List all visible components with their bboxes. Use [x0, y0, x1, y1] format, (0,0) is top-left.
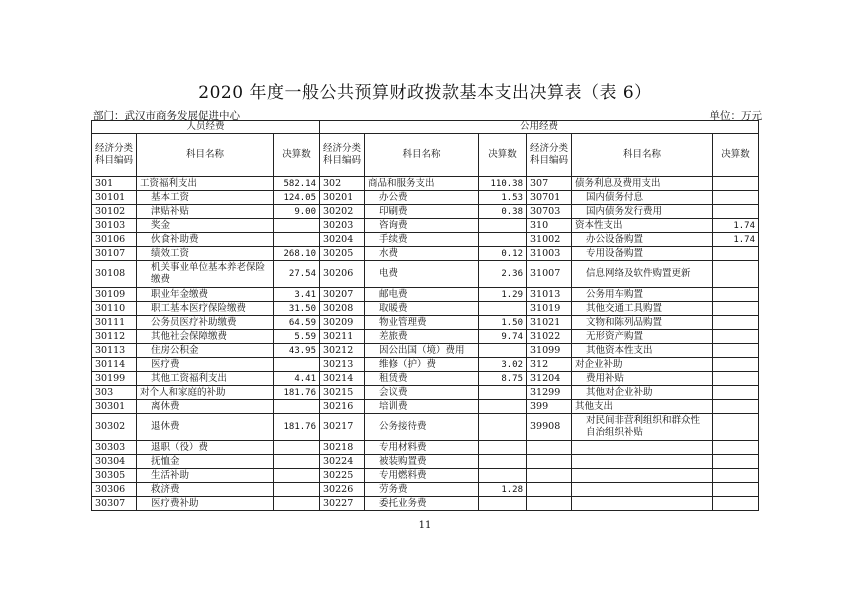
code-cell: 30202: [320, 205, 365, 219]
amount-cell: [713, 386, 759, 400]
name-cell: 对民间非营利组织和群众性自治组织补贴: [572, 414, 713, 441]
code-cell: 30103: [92, 219, 137, 233]
table-row: [92, 302, 759, 316]
amount-cell: [479, 400, 527, 414]
code-cell: 31021: [527, 316, 572, 330]
name-cell: 医疗费: [137, 358, 274, 372]
amount-cell: [713, 205, 759, 219]
code-cell: [527, 441, 572, 455]
code-cell: 30217: [320, 414, 365, 441]
code-cell: 30203: [320, 219, 365, 233]
amount-cell: [713, 247, 759, 261]
amount-cell: [479, 219, 527, 233]
name-cell: 退职（役）费: [137, 441, 274, 455]
code-cell: 30102: [92, 205, 137, 219]
table-row: [92, 288, 759, 302]
name-cell: 差旅费: [365, 330, 479, 344]
amount-cell: [274, 358, 320, 372]
name-cell: 其他工资福利支出: [137, 372, 274, 386]
amount-cell: [274, 441, 320, 455]
name-cell: 办公设备购置: [572, 233, 713, 247]
table-row: [92, 316, 759, 330]
amount-cell: [479, 233, 527, 247]
code-cell: 399: [527, 400, 572, 414]
name-cell: [572, 469, 713, 483]
amount-cell: 0.12: [479, 247, 527, 261]
name-cell: 住房公积金: [137, 344, 274, 358]
code-cell: 30106: [92, 233, 137, 247]
table-row: [92, 497, 759, 511]
name-cell: 国内债务付息: [572, 191, 713, 205]
name-cell: 委托业务费: [365, 497, 479, 511]
table-row: [92, 261, 759, 288]
name-cell: 生活补助: [137, 469, 274, 483]
unit-label: 单位：万元: [709, 110, 762, 122]
code-cell: 30703: [527, 205, 572, 219]
amount-cell: [713, 497, 759, 511]
name-cell: 取暖费: [365, 302, 479, 316]
name-cell: 救济费: [137, 483, 274, 497]
code-cell: 30214: [320, 372, 365, 386]
name-cell: 债务利息及费用支出: [572, 177, 713, 191]
code-cell: 31299: [527, 386, 572, 400]
name-header: 科目名称: [572, 134, 713, 177]
name-cell: 职业年金缴费: [137, 288, 274, 302]
name-cell: 国内债务发行费用: [572, 205, 713, 219]
amount-cell: 124.05: [274, 191, 320, 205]
name-cell: 其他支出: [572, 400, 713, 414]
name-cell: 维修（护）费: [365, 358, 479, 372]
personnel-group-header: 人员经费: [92, 121, 320, 134]
code-cell: 30204: [320, 233, 365, 247]
amount-cell: 181.76: [274, 386, 320, 400]
name-cell: 工资福利支出: [137, 177, 274, 191]
amount-cell: 27.54: [274, 261, 320, 288]
amount-cell: [274, 455, 320, 469]
name-cell: 对个人和家庭的补助: [137, 386, 274, 400]
table-row: [92, 483, 759, 497]
name-cell: 奖金: [137, 219, 274, 233]
code-cell: 39908: [527, 414, 572, 441]
amount-cell: 31.50: [274, 302, 320, 316]
amount-cell: 64.59: [274, 316, 320, 330]
amount-header: 决算数: [479, 134, 527, 177]
amount-cell: [713, 455, 759, 469]
code-cell: [527, 455, 572, 469]
amount-cell: [479, 344, 527, 358]
code-cell: 30209: [320, 316, 365, 330]
name-cell: 机关事业单位基本养老保险缴费: [137, 261, 274, 288]
code-cell: 31204: [527, 372, 572, 386]
code-cell: 30201: [320, 191, 365, 205]
code-cell: 31022: [527, 330, 572, 344]
code-cell: 31003: [527, 247, 572, 261]
name-cell: 信息网络及软件购置更新: [572, 261, 713, 288]
code-cell: 30302: [92, 414, 137, 441]
amount-cell: [479, 497, 527, 511]
amount-cell: [713, 191, 759, 205]
code-cell: 303: [92, 386, 137, 400]
amount-cell: [479, 441, 527, 455]
code-cell: 30216: [320, 400, 365, 414]
name-cell: [572, 455, 713, 469]
table-row: [92, 233, 759, 247]
code-cell: 310: [527, 219, 572, 233]
amount-cell: 1.53: [479, 191, 527, 205]
code-cell: 30224: [320, 455, 365, 469]
name-cell: 专用设备购置: [572, 247, 713, 261]
code-cell: 307: [527, 177, 572, 191]
code-cell: [527, 497, 572, 511]
code-cell: 30304: [92, 455, 137, 469]
amount-cell: [713, 483, 759, 497]
amount-cell: [713, 400, 759, 414]
code-cell: 30109: [92, 288, 137, 302]
name-cell: [572, 441, 713, 455]
table-row: [92, 441, 759, 455]
code-cell: 31099: [527, 344, 572, 358]
code-cell: 30215: [320, 386, 365, 400]
name-cell: 文物和陈列品购置: [572, 316, 713, 330]
name-cell: 会议费: [365, 386, 479, 400]
name-cell: 对企业补助: [572, 358, 713, 372]
amount-cell: [479, 386, 527, 400]
code-cell: 30303: [92, 441, 137, 455]
name-cell: 其他社会保障缴费: [137, 330, 274, 344]
amount-cell: [713, 344, 759, 358]
table-row: [92, 358, 759, 372]
code-cell: 30701: [527, 191, 572, 205]
code-cell: 30307: [92, 497, 137, 511]
name-cell: 费用补贴: [572, 372, 713, 386]
code-cell: 302: [320, 177, 365, 191]
amount-cell: [713, 358, 759, 372]
amount-cell: 1.29: [479, 288, 527, 302]
amount-cell: 110.38: [479, 177, 527, 191]
name-cell: 职工基本医疗保险缴费: [137, 302, 274, 316]
code-cell: 30212: [320, 344, 365, 358]
code-cell: 30207: [320, 288, 365, 302]
table-row: [92, 219, 759, 233]
code-cell: 30108: [92, 261, 137, 288]
amount-cell: 3.02: [479, 358, 527, 372]
code-cell: 301: [92, 177, 137, 191]
code-cell: [527, 469, 572, 483]
amount-header: 决算数: [713, 134, 759, 177]
code-cell: 30113: [92, 344, 137, 358]
amount-cell: [713, 288, 759, 302]
code-cell: 30225: [320, 469, 365, 483]
table-row: [92, 414, 759, 441]
code-header: 经济分类科目编码: [92, 134, 137, 177]
amount-cell: 9.00: [274, 205, 320, 219]
name-cell: 公务用车购置: [572, 288, 713, 302]
name-cell: 其他资本性支出: [572, 344, 713, 358]
code-cell: 30305: [92, 469, 137, 483]
table-row: [92, 330, 759, 344]
name-cell: 培训费: [365, 400, 479, 414]
name-cell: 其他对企业补助: [572, 386, 713, 400]
name-cell: 公务员医疗补助缴费: [137, 316, 274, 330]
name-cell: 津贴补贴: [137, 205, 274, 219]
amount-cell: [713, 261, 759, 288]
amount-cell: 2.36: [479, 261, 527, 288]
amount-cell: 181.76: [274, 414, 320, 441]
code-header: 经济分类科目编码: [320, 134, 365, 177]
name-cell: 公务接待费: [365, 414, 479, 441]
code-cell: 31013: [527, 288, 572, 302]
amount-cell: [274, 233, 320, 247]
code-cell: 30301: [92, 400, 137, 414]
amount-cell: 1.50: [479, 316, 527, 330]
name-cell: 离休费: [137, 400, 274, 414]
expenditure-table: [91, 120, 759, 511]
name-cell: 其他交通工具购置: [572, 302, 713, 316]
amount-cell: [274, 219, 320, 233]
name-cell: 专用材料费: [365, 441, 479, 455]
code-cell: 30205: [320, 247, 365, 261]
name-cell: 抚恤金: [137, 455, 274, 469]
table-row: [92, 400, 759, 414]
amount-cell: 3.41: [274, 288, 320, 302]
amount-cell: [274, 469, 320, 483]
name-cell: 基本工资: [137, 191, 274, 205]
code-cell: 30208: [320, 302, 365, 316]
table-row: [92, 455, 759, 469]
code-cell: 30211: [320, 330, 365, 344]
code-cell: 30199: [92, 372, 137, 386]
table-row: [92, 177, 759, 191]
name-cell: 退休费: [137, 414, 274, 441]
amount-cell: 1.28: [479, 483, 527, 497]
table-row: [92, 191, 759, 205]
code-cell: 31002: [527, 233, 572, 247]
amount-cell: 1.74: [713, 219, 759, 233]
name-cell: 伙食补助费: [137, 233, 274, 247]
name-cell: 物业管理费: [365, 316, 479, 330]
code-header: 经济分类科目编码: [527, 134, 572, 177]
amount-cell: [274, 483, 320, 497]
code-cell: 312: [527, 358, 572, 372]
name-cell: 劳务费: [365, 483, 479, 497]
table-row: [92, 344, 759, 358]
name-header: 科目名称: [365, 134, 479, 177]
amount-cell: [479, 414, 527, 441]
name-cell: 专用燃料费: [365, 469, 479, 483]
name-cell: 手续费: [365, 233, 479, 247]
name-cell: 水费: [365, 247, 479, 261]
code-cell: [527, 483, 572, 497]
amount-cell: 43.95: [274, 344, 320, 358]
name-cell: 办公费: [365, 191, 479, 205]
table-row: [92, 205, 759, 219]
amount-cell: 582.14: [274, 177, 320, 191]
table-row: [92, 469, 759, 483]
name-cell: 被装购置费: [365, 455, 479, 469]
amount-cell: 1.74: [713, 233, 759, 247]
name-cell: 租赁费: [365, 372, 479, 386]
code-cell: 30213: [320, 358, 365, 372]
department-label: 部门：武汉市商务发展促进中心: [93, 110, 240, 122]
amount-cell: 8.75: [479, 372, 527, 386]
amount-cell: 268.10: [274, 247, 320, 261]
name-cell: 医疗费补助: [137, 497, 274, 511]
amount-cell: [713, 469, 759, 483]
code-cell: 30227: [320, 497, 365, 511]
public-group-header: 公用经费: [320, 121, 759, 134]
code-cell: 31007: [527, 261, 572, 288]
name-cell: 电费: [365, 261, 479, 288]
code-cell: 30110: [92, 302, 137, 316]
code-cell: 30306: [92, 483, 137, 497]
name-cell: 商品和服务支出: [365, 177, 479, 191]
name-cell: [572, 483, 713, 497]
amount-cell: [713, 177, 759, 191]
name-cell: 因公出国（境）费用: [365, 344, 479, 358]
name-cell: 资本性支出: [572, 219, 713, 233]
amount-cell: [479, 469, 527, 483]
amount-cell: [713, 441, 759, 455]
amount-cell: [713, 302, 759, 316]
table-row: [92, 386, 759, 400]
amount-cell: [274, 497, 320, 511]
table-row: [92, 247, 759, 261]
name-cell: [572, 497, 713, 511]
code-cell: 30226: [320, 483, 365, 497]
name-header: 科目名称: [137, 134, 274, 177]
table-title: 2020 年度一般公共预算财政拨款基本支出决算表（表 6）: [198, 83, 652, 103]
code-cell: 30107: [92, 247, 137, 261]
amount-cell: [479, 302, 527, 316]
name-cell: 无形资产购置: [572, 330, 713, 344]
amount-cell: [713, 316, 759, 330]
code-cell: 30111: [92, 316, 137, 330]
amount-cell: 5.59: [274, 330, 320, 344]
table-row: [92, 372, 759, 386]
code-cell: 30206: [320, 261, 365, 288]
code-cell: 30101: [92, 191, 137, 205]
amount-header: 决算数: [274, 134, 320, 177]
amount-cell: [713, 372, 759, 386]
amount-cell: [274, 400, 320, 414]
amount-cell: [713, 330, 759, 344]
name-cell: 咨询费: [365, 219, 479, 233]
code-cell: 30114: [92, 358, 137, 372]
code-cell: 30218: [320, 441, 365, 455]
name-cell: 绩效工资: [137, 247, 274, 261]
amount-cell: [479, 455, 527, 469]
amount-cell: [713, 414, 759, 441]
amount-cell: 4.41: [274, 372, 320, 386]
code-cell: 31019: [527, 302, 572, 316]
page-number: 11: [418, 520, 432, 531]
amount-cell: 9.74: [479, 330, 527, 344]
name-cell: 邮电费: [365, 288, 479, 302]
amount-cell: 0.38: [479, 205, 527, 219]
name-cell: 印刷费: [365, 205, 479, 219]
code-cell: 30112: [92, 330, 137, 344]
